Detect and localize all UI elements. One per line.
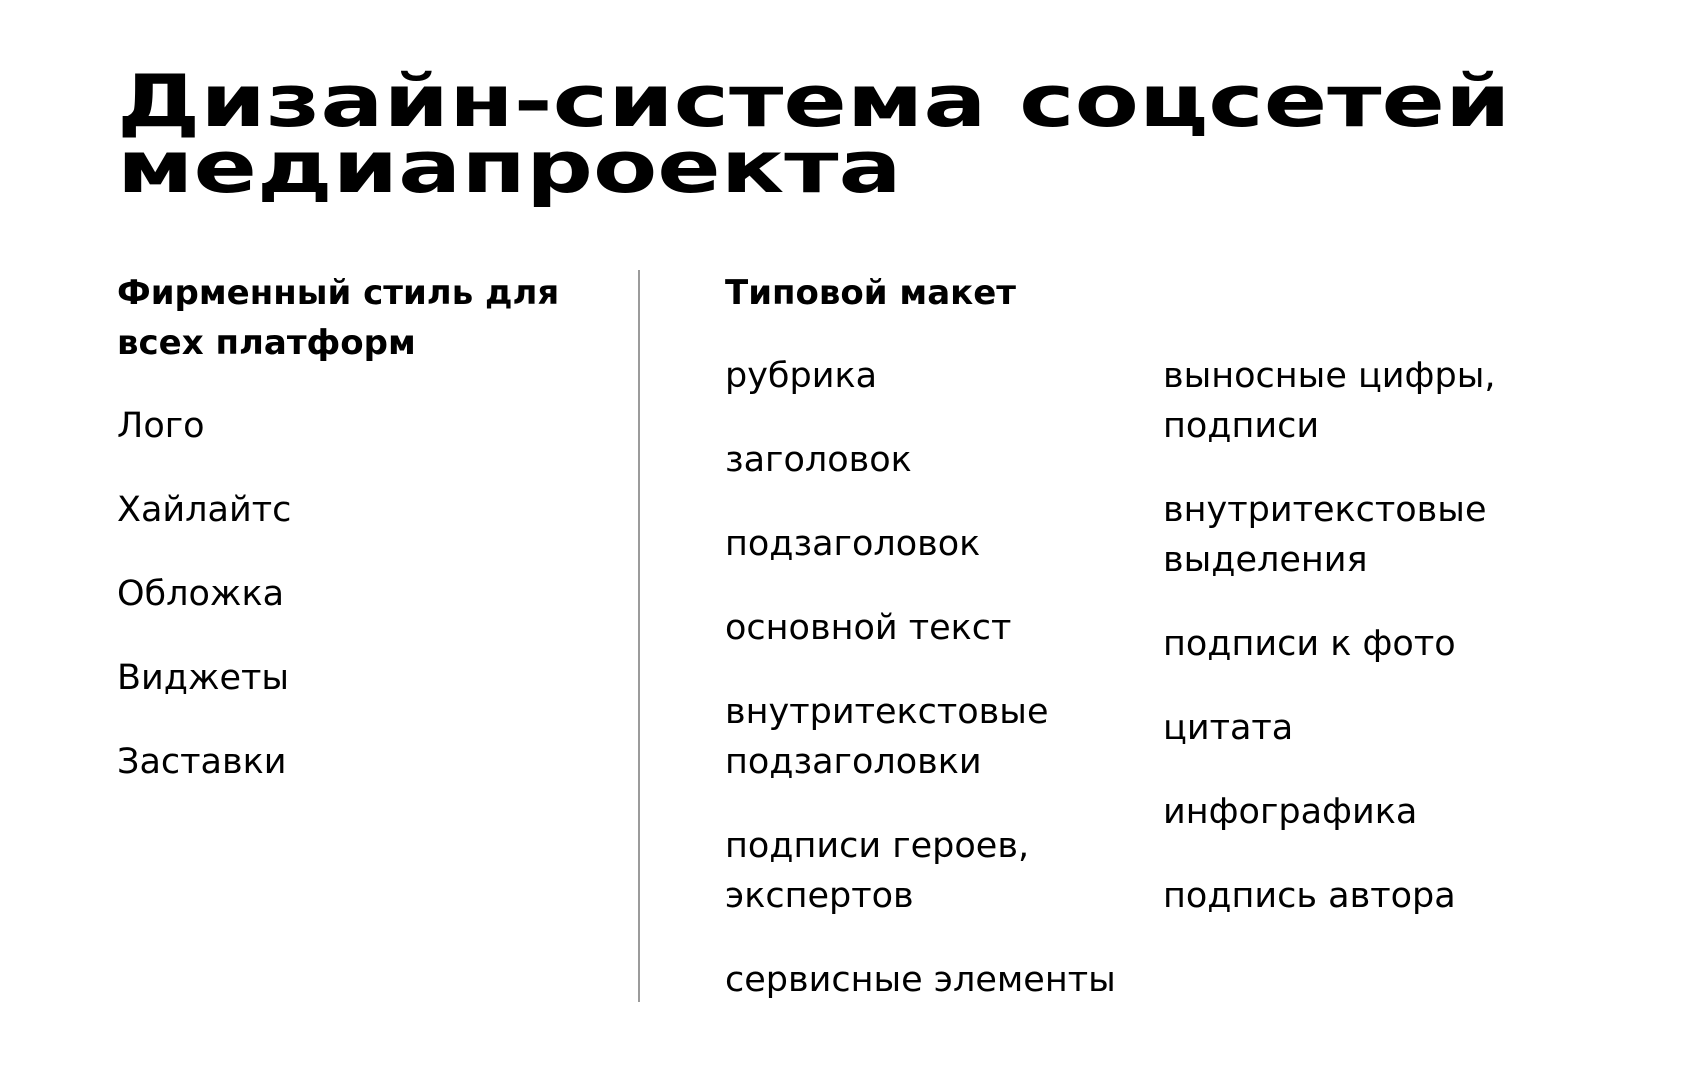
brand-style-item-splash: Заставки: [117, 742, 287, 782]
layout-item-author-signature: подпись автора: [1163, 876, 1456, 916]
layout-item-quote: цитата: [1163, 708, 1294, 748]
layout-item-hero-captions: подписи героев, экспертов: [725, 826, 1030, 916]
layout-item-inline-highlights: внутритекстовые выделения: [1163, 490, 1487, 580]
page-title-line-2: медиапроекта: [117, 125, 902, 209]
brand-style-item-logo: Лого: [117, 406, 205, 446]
layout-item-photo-captions: подписи к фото: [1163, 624, 1456, 664]
brand-style-item-highlights: Хайлайтс: [117, 490, 292, 530]
layout-list-left: [725, 351, 1155, 1005]
layout-item-service-elements: сервисные элементы: [725, 960, 1116, 1000]
layout-item-body-text: основной текст: [725, 608, 1012, 648]
layout-column: [725, 268, 1155, 1039]
layout-item-inline-subheadings: внутритекстовые подзаголовки: [725, 692, 1049, 782]
layout-item-infographics: инфографика: [1163, 792, 1418, 832]
brand-style-item-widgets: Виджеты: [117, 658, 290, 698]
layout-item-callout-numbers: выносные цифры, подписи: [1163, 356, 1496, 446]
column-divider: [638, 270, 640, 1002]
brand-style-list: [117, 401, 637, 787]
page-title: [117, 59, 1511, 209]
layout-heading: Типовой макет: [725, 273, 1016, 313]
layout-list-right: [1163, 351, 1683, 955]
brand-style-column: [117, 268, 637, 821]
brand-style-heading: Фирменный стиль для всех платформ: [117, 273, 560, 363]
layout-item-headline: заголовок: [725, 440, 912, 480]
page-title-line-1: Дизайн-система соцсетей: [117, 59, 1511, 143]
layout-item-rubric: рубрика: [725, 356, 878, 396]
brand-style-item-cover: Обложка: [117, 574, 285, 614]
layout-item-subheadline: подзаголовок: [725, 524, 981, 564]
